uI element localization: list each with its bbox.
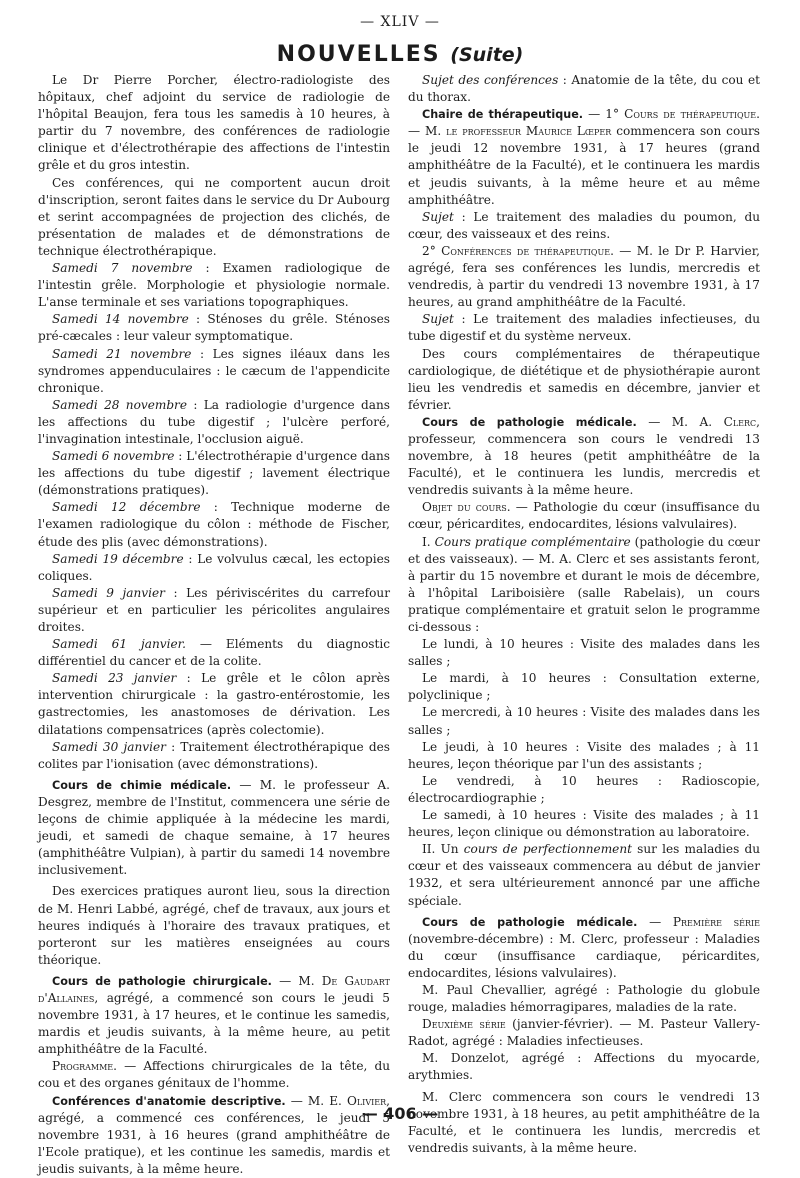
section-text: — Affections chirurgicales de la tête, du cou et des organes génitaux de l'homme. <box>38 1059 390 1091</box>
series-label: Deuxième série <box>422 1017 506 1032</box>
section-text: (janvier-février). — M. Pasteur Vallery-Radot, agrégé : Maladies infectieuses. <box>408 1017 760 1049</box>
sujet-label: Sujet <box>422 312 454 327</box>
chimie-paragraph <box>38 777 390 880</box>
section-text: : Le traitement des maladies du poumon, du cœur, des vaisseaux et des reins. <box>408 209 760 241</box>
schedule-text: : Le grêle et le côlon après intervention chirurgicale : la gastro-entérostomie, les gastrectomies, les anastomoses de dérivation. Les dilatations compensatrices (après colectomie). <box>38 671 390 737</box>
course-label: — 1° Cours de thérapeutique. <box>583 107 760 122</box>
exercices-paragraph: Des exercices pratiques auront lieu, sous la direction de M. Henri Labbé, agrégé, chef de travaux, aux jours et heures indiqués à l'horaire des travaux pratiques, et porteront sur les matières enseignées au cours théorique. <box>38 884 390 967</box>
section-text: (pathologie du cœur et des vaisseaux). — M. A. Clerc et ses assistants feront, à partir du 15 novembre et durant le mois de décembre, à l'hôpital Lariboisière (salle Rabelais), un cours pratique complémentaire et gratuit selon le programme ci-dessous : <box>408 534 760 634</box>
page-roman-numeral: — XLIV — <box>360 14 440 30</box>
title-main: NOUVELLES <box>276 42 441 67</box>
schedule-text: : Examen radiologique de l'intestin grêle. Morphologie et physiologie normale. L'anse terminale et ses variations topographiques. <box>38 261 390 310</box>
schedule-date: Samedi 61 janvier. <box>52 637 186 652</box>
title-suite: (Suite) <box>450 44 524 66</box>
left-column <box>38 72 390 1178</box>
schedule-entry <box>38 551 390 585</box>
professor-name: — M. A. Clerc <box>636 414 757 429</box>
schedule-entry <box>38 346 390 397</box>
schedule-entry <box>38 311 390 345</box>
schedule-text: — Eléments du diagnostic différentiel du cancer et de la colite. <box>38 637 390 669</box>
section-text: : Le traitement des maladies infectieuses, du tube digestif et du système nerveux. <box>408 312 760 344</box>
section-heading: Cours de pathologie chirurgicale. <box>52 974 272 988</box>
schedule-date: Samedi 21 novembre <box>52 346 192 361</box>
porcher-paragraph: Le Dr Pierre Porcher, électro-radiologiste des hôpitaux, chef adjoint du service de radiologie de l'hôpital Beaujon, fera tous les samedis à 10 heures, à partir du 7 novembre, des conférences de radiologie clinique et d'électrothérapie des affections de l'intestin grêle et du gros intestin. <box>38 73 390 173</box>
pathologie-series-paragraph <box>408 914 760 982</box>
section-text: : Anatomie de la tête, du cou et du thorax. <box>408 73 760 105</box>
schedule-date: Samedi 19 décembre <box>52 551 184 566</box>
schedule-day: Le mardi, à 10 heures : Consultation externe, polyclinique ; <box>408 671 760 703</box>
schedule-date: Samedi 6 novembre <box>52 449 175 464</box>
programme-label: Programme. <box>52 1059 117 1074</box>
professor-name: — M. E. Olivier <box>285 1093 387 1108</box>
schedule-date: Samedi 23 janvier <box>52 671 177 686</box>
deuxieme-serie-paragraph <box>408 1016 760 1050</box>
schedule-entry <box>38 739 390 773</box>
page-title <box>0 42 800 67</box>
schedule-entry <box>38 636 390 670</box>
section-heading: Cours de pathologie médicale. <box>422 415 637 429</box>
item-number: I. <box>422 534 435 549</box>
schedule-day: Le samedi, à 10 heures : Visite des malades ; à 11 heures, leçon clinique ou démonstration au laboratoire. <box>408 808 760 840</box>
schedule-text: : L'électrothérapie d'urgence dans les affections du tube digestif ; lavement électrique (démonstrations pratiques). <box>38 449 391 498</box>
schedule-entry <box>38 260 390 311</box>
sujet-conferences-paragraph <box>408 72 760 106</box>
section-text: commencera son cours le jeudi 12 novembre 1931, à 17 heures (grand amphithéâtre de la Faculté), et le continuera les mardis et jeudis suivants, à la même heure et au même amphithéâtre. <box>408 124 761 207</box>
sujet-label: Sujet <box>422 209 454 224</box>
section-text: — M. le Dr P. Harvier, agrégé, fera ses conférences les lundis, mercredis et vendredis, à partir du vendredi 13 novembre 1931, à 17 heures, au grand amphithéâtre de la Faculté. <box>408 243 760 310</box>
schedule-entry <box>38 448 390 499</box>
conferences-therapeutique-paragraph <box>408 243 760 311</box>
cours-pratique-paragraph <box>408 534 760 637</box>
page-number: — 406 — <box>361 1104 439 1123</box>
schedule-date: Samedi 14 novembre <box>52 312 189 327</box>
schedule-day: Le lundi, à 10 heures : Visite des malades dans les salles ; <box>408 637 760 669</box>
schedule-entry <box>38 670 390 738</box>
clerc-final-paragraph: M. Clerc commencera son cours le vendredi 13 novembre 1931, à 18 heures, au petit amphithéâtre de la Faculté, et le continuera les lundis, mercredis et vendredis suivants, à la même heure. <box>408 1089 760 1155</box>
section-heading: Chaire de thérapeutique. <box>422 108 584 122</box>
programme-paragraph <box>38 1058 390 1092</box>
section-text: — M. le professeur A. Desgrez, membre de l'Institut, commencera une série de leçons de chimie appliquée à la médecine les mardi, jeudi, et samedi de chaque semaine, à 17 heures (amphithéâtre Vulpian), à partir du samedi 14 novembre inclusivement. <box>38 777 390 878</box>
schedule-text: : Technique moderne de l'examen radiologique du côlon : méthode de Fischer, étude des plis (avec démonstrations). <box>38 500 390 549</box>
schedule-day: Le jeudi, à 10 heures : Visite des malades ; à 11 heures, leçon théorique par l'un des assistants ; <box>408 739 760 771</box>
schedule-entry <box>38 397 390 448</box>
sujet-label: Sujet des conférences <box>422 73 559 87</box>
professor-name: — M. le professeur Maurice Lœper <box>408 124 612 139</box>
section-text: — Pathologie du cœur (insuffisance du cœur, péricardites, endocardites, lésions valvulaires). <box>408 500 760 532</box>
schedule-date: Samedi 7 novembre <box>52 261 193 276</box>
conferences-paragraph: Ces conférences, qui ne comportent aucun droit d'inscription, seront faites dans le service du Dr Aubourg et serint accompagnées de projection des clichés, de présentation de malades et de démonstrations de technique électrothérapique. <box>38 175 390 258</box>
objet-paragraph <box>408 499 760 533</box>
schedule-date: Samedi 12 décembre <box>52 500 201 515</box>
schedule-text: : Le volvulus cæcal, les ectopies coliques. <box>38 551 390 583</box>
section-text: , professeur, commencera son cours le vendredi 13 novembre, à 18 heures (petit amphithéâtre de la Faculté), et le continuera les lundis, mercredis et vendredis suivants à la même heure. <box>408 414 760 498</box>
schedule-day: Le vendredi, à 10 heures : Radioscopie, électrocardiographie ; <box>408 773 760 805</box>
schedule-entry <box>38 585 390 636</box>
schedule-date: Samedi 30 janvier <box>52 739 166 754</box>
section-text: (novembre-décembre) : M. Clerc, professeur : Maladies du cœur (insuffisance cardiaque, péricardites, endocardites, lésions valvulaires). <box>408 931 760 980</box>
course-label: 2° Conférences de thérapeutique. <box>422 243 614 258</box>
series-label: — Première série <box>637 914 760 929</box>
section-text: , agrégé, a commencé son cours le jeudi 5 novembre 1931, à 17 heures, et le continue les samedis, mardis et jeudis suivants, à la même heure, au petit amphithéâtre de la Faculté. <box>38 990 390 1057</box>
schedule-text: : Les signes iléaux dans les syndromes appenduculaires : le cæcum de l'appendicite chronique. <box>38 346 390 395</box>
item-number: II. Un <box>422 842 464 857</box>
perfectionnement-paragraph <box>408 841 760 909</box>
schedule-text: : Traitement électrothérapique des colites par l'ionisation (avec démonstrations). <box>38 739 390 771</box>
chevallier-paragraph: M. Paul Chevallier, agrégé : Pathologie du globule rouge, maladies hémorragipares, maladies de la rate. <box>408 982 760 1015</box>
pathologie-paragraph <box>408 414 760 499</box>
right-column <box>408 72 760 1157</box>
chirurgie-paragraph <box>38 973 390 1058</box>
schedule-text: : Sténoses du grêle. Sténoses pré-cæcales : leur valeur symptomatique. <box>38 312 390 344</box>
objet-label: Objet du cours. <box>422 500 511 515</box>
section-heading: Cours de pathologie médicale. <box>422 915 638 929</box>
schedule-day: Le mercredi, à 10 heures : Visite des malades dans les salles ; <box>408 705 760 737</box>
schedule-entry <box>38 499 390 550</box>
schedule-text: : Les périviscérites du carrefour supérieur et en particulier les péricolites angulaires droites. <box>38 585 391 634</box>
section-text: , agrégé, a commencé ces conférences, le jeudi 5 novembre 1931, à 16 heures (grand amphithéâtre de l'Ecole pratique), et les continue les samedis, mardis et jeudis suivants, à la même heure. <box>38 1093 390 1176</box>
section-heading: Cours de chimie médicale. <box>52 778 232 792</box>
therapeutique-paragraph <box>408 106 760 209</box>
sujet-paragraph <box>408 209 760 243</box>
cours-label: Cours pratique complémentaire <box>434 534 631 549</box>
complementaires-paragraph: Des cours complémentaires de thérapeutique cardiologique, de diététique et de physiothérapie auront lieu les vendredis et samedis en décembre, janvier et février. <box>408 346 760 412</box>
professor-name: — M. De Gaudart d'Allaines <box>38 973 390 1005</box>
section-heading: Conférences d'anatomie descriptive. <box>52 1094 286 1108</box>
donzelot-paragraph: M. Donzelot, agrégé : Affections du myocarde, arythmies. <box>408 1051 760 1083</box>
schedule-date: Samedi 28 novembre <box>52 397 187 412</box>
cours-label: cours de perfectionnement <box>463 842 632 857</box>
schedule-date: Samedi 9 janvier <box>52 585 165 600</box>
sujet-paragraph <box>408 311 760 345</box>
schedule-text: : La radiologie d'urgence dans les affections du tube digestif ; l'ulcère perforé, l'invagination intestinale, l'occlusion aiguë. <box>38 397 390 446</box>
section-text: sur les maladies du cœur et des vaisseaux commencera au début de janvier 1932, et sera ultérieurement annoncé par une affiche spéciale. <box>408 842 760 908</box>
